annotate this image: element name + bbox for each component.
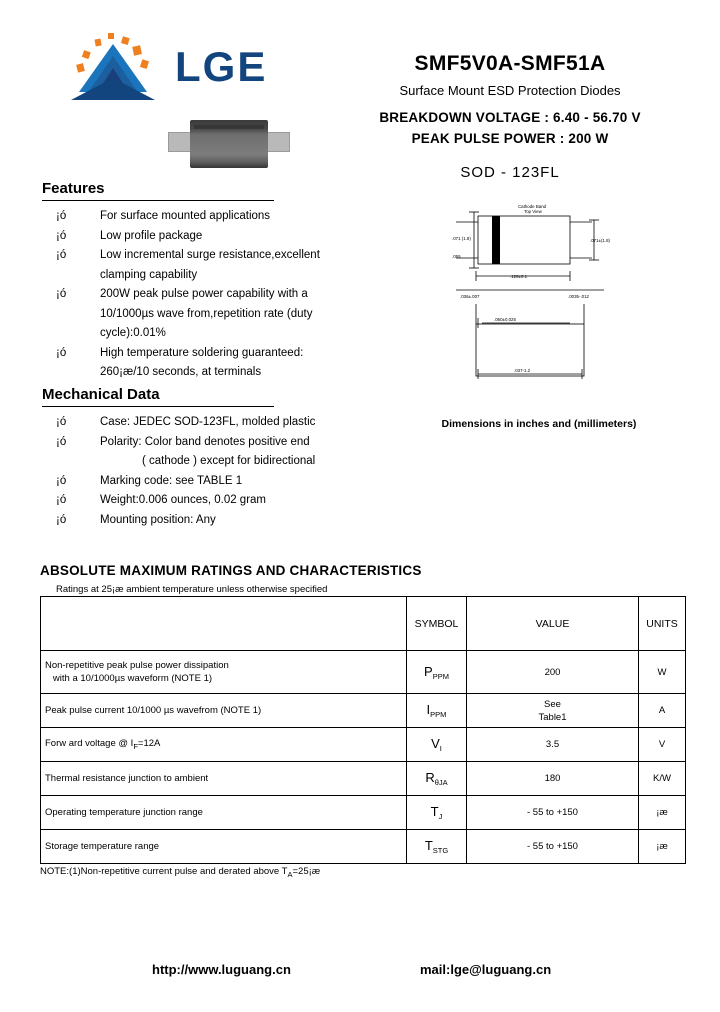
features-list bbox=[42, 207, 362, 383]
bullet-marker-icon: ¡ó bbox=[56, 474, 67, 487]
bullet-marker-icon: ¡ó bbox=[56, 229, 67, 242]
table-row bbox=[41, 694, 686, 728]
cell-value: 200 bbox=[467, 651, 639, 694]
bullet-marker-icon: ¡ó bbox=[56, 210, 67, 222]
cell-symbol: $P_{PPM}$ bbox=[407, 651, 467, 694]
bullet-marker-icon: ¡ó bbox=[56, 494, 67, 506]
drawing-label-bottom-right: .0035-.012 bbox=[568, 294, 589, 299]
bullet-marker-icon: ¡ó bbox=[56, 249, 67, 261]
cell-parameter: Storage temperature range bbox=[41, 830, 407, 864]
drawing-label-left-2: .055 bbox=[452, 254, 461, 259]
feature-item bbox=[42, 227, 362, 247]
cell-value: - 55 to +150 bbox=[467, 830, 639, 864]
table-row bbox=[41, 651, 686, 694]
feature-item-line: clamping capability bbox=[100, 268, 198, 281]
bullet-marker-icon: ¡ó bbox=[56, 513, 67, 526]
drawing-label-left-1: .071 (1.8) bbox=[452, 236, 471, 241]
breakdown-voltage-spec: BREAKDOWN VOLTAGE : 6.40 - 56.70 V bbox=[379, 110, 641, 125]
package-name: SOD - 123FL bbox=[460, 164, 560, 181]
feature-item-line: cycle):0.01% bbox=[100, 327, 166, 339]
mechanical-item bbox=[42, 413, 362, 433]
cell-parameter: Forw ard voltage @ $I_F=12A$ bbox=[41, 728, 407, 762]
footer-email-link[interactable]: mail:lge@luguang.cn bbox=[420, 962, 552, 977]
page-title: SMF5V0A-SMF51A bbox=[414, 52, 606, 75]
ratings-heading: ABSOLUTE MAXIMUM RATINGS AND CHARACTERISTICS bbox=[40, 563, 422, 578]
column-header-symbol: SYMBOL bbox=[407, 597, 467, 651]
feature-item-line: 260¡æ/10 seconds, at terminals bbox=[100, 366, 262, 378]
mechanical-item-line: ( cathode ) except for bidirectional bbox=[142, 455, 316, 467]
sod-123fl-package-photo-icon bbox=[168, 114, 290, 170]
drawing-label-overall: .037-1.2 bbox=[514, 368, 531, 373]
drawing-label-top-view: Top View bbox=[524, 209, 542, 214]
mechanical-data-section bbox=[42, 386, 362, 530]
table-row bbox=[41, 796, 686, 830]
table-note: NOTE:(1)Non-repetitive current pulse and derated above $T_A=25¡æ$ bbox=[40, 866, 321, 879]
feature-item bbox=[42, 246, 362, 285]
ratings-subtitle: Ratings at 25¡æ ambient temperature unless otherwise specified bbox=[56, 584, 328, 595]
cell-parameter: Non-repetitive peak pulse power dissipation with a 10/1000µs waveform (NOTE 1) bbox=[41, 651, 407, 694]
drawing-label-mid-width: .126±0.1 bbox=[510, 274, 528, 279]
cell-value: 180 bbox=[467, 762, 639, 796]
features-section bbox=[42, 180, 362, 383]
mechanical-item bbox=[42, 511, 362, 531]
drawing-label-right-1: .071±(1.8) bbox=[590, 238, 610, 243]
mechanical-item bbox=[42, 433, 362, 472]
mechanical-item-line: Case: JEDEC SOD-123FL, molded plastic bbox=[100, 416, 316, 428]
mechanical-heading-rule bbox=[42, 406, 274, 407]
peak-pulse-power-spec: PEAK PULSE POWER : 200 W bbox=[411, 131, 609, 146]
table-row bbox=[41, 830, 686, 864]
mechanical-item-line: Mounting position: Any bbox=[100, 513, 216, 526]
brand-logo bbox=[55, 28, 315, 104]
absolute-maximum-ratings-table bbox=[40, 596, 686, 864]
mechanical-item-line: Marking code: see TABLE 1 bbox=[100, 474, 243, 487]
drawing-label-inner-dim: .060±0.025 bbox=[494, 317, 516, 322]
cell-unit: W bbox=[639, 651, 686, 694]
cell-parameter: Thermal resistance junction to ambient bbox=[41, 762, 407, 796]
feature-item-line: Low incremental surge resistance,excellent bbox=[100, 249, 320, 261]
brand-wordmark: LGE bbox=[175, 43, 268, 90]
cell-unit: ¡æ bbox=[639, 830, 686, 864]
column-header-parameter bbox=[41, 597, 407, 651]
cell-value: 3.5 bbox=[467, 728, 639, 762]
drawing-label-cathode-band: Cathode Band bbox=[518, 204, 547, 209]
cell-parameter: Operating temperature junction range bbox=[41, 796, 407, 830]
table-row bbox=[41, 728, 686, 762]
drawing-caption: Dimensions in inches and (millimeters) bbox=[441, 418, 637, 430]
column-header-value: VALUE bbox=[467, 597, 639, 651]
mechanical-data-list bbox=[42, 413, 362, 530]
feature-item-line: For surface mounted applications bbox=[100, 210, 271, 222]
cell-symbol: $R_{\theta JA}$ bbox=[407, 762, 467, 796]
cell-unit: K/W bbox=[639, 762, 686, 796]
drawing-label-bottom-left: .036±.007 bbox=[460, 294, 480, 299]
feature-item-line: Low profile package bbox=[100, 229, 203, 242]
cell-parameter: Peak pulse current 10/1000 µs wavefrom (NOTE 1) bbox=[41, 694, 407, 728]
cell-value: - 55 to +150 bbox=[467, 796, 639, 830]
cell-unit: ¡æ bbox=[639, 796, 686, 830]
mechanical-item-line: Polarity: Color band denotes positive end bbox=[100, 435, 310, 448]
lge-mountain-logo-icon bbox=[65, 32, 161, 102]
mechanical-item-line: Weight:0.006 ounces, 0.02 gram bbox=[100, 494, 267, 506]
bullet-marker-icon: ¡ó bbox=[56, 288, 67, 300]
bullet-marker-icon: ¡ó bbox=[56, 435, 67, 448]
cell-unit: A bbox=[639, 694, 686, 728]
column-header-units: UNITS bbox=[639, 597, 686, 651]
feature-item bbox=[42, 207, 362, 227]
footer-website-link[interactable]: http://www.luguang.cn bbox=[152, 962, 291, 977]
header-block bbox=[340, 52, 680, 181]
feature-item-line: High temperature soldering guaranteed: bbox=[100, 346, 304, 359]
features-heading: Features bbox=[42, 180, 105, 197]
feature-item bbox=[42, 285, 362, 344]
cell-symbol: $I_{PPM}$ bbox=[407, 694, 467, 728]
bullet-marker-icon: ¡ó bbox=[56, 416, 67, 428]
page-subtitle: Surface Mount ESD Protection Diodes bbox=[399, 83, 621, 98]
mechanical-item bbox=[42, 491, 362, 511]
package-body bbox=[190, 120, 268, 168]
table-row bbox=[41, 762, 686, 796]
table-header-row bbox=[41, 597, 686, 651]
feature-item-line: 10/1000µs wave from,repetition rate (duty bbox=[100, 307, 313, 320]
cell-symbol: $V_I$ bbox=[407, 728, 467, 762]
cell-value: See Table1 bbox=[467, 694, 639, 728]
cell-unit: V bbox=[639, 728, 686, 762]
features-heading-rule bbox=[42, 200, 274, 201]
bullet-marker-icon: ¡ó bbox=[56, 346, 67, 359]
feature-item-line: 200W peak pulse power capability with a bbox=[100, 288, 308, 300]
cell-symbol: $T_J$ bbox=[407, 796, 467, 830]
mechanical-item bbox=[42, 472, 362, 492]
cell-symbol: $T_{STG}$ bbox=[407, 830, 467, 864]
package-outline-dimension-drawing-icon bbox=[452, 198, 620, 398]
mechanical-heading: Mechanical Data bbox=[42, 386, 160, 403]
feature-item bbox=[42, 344, 362, 383]
